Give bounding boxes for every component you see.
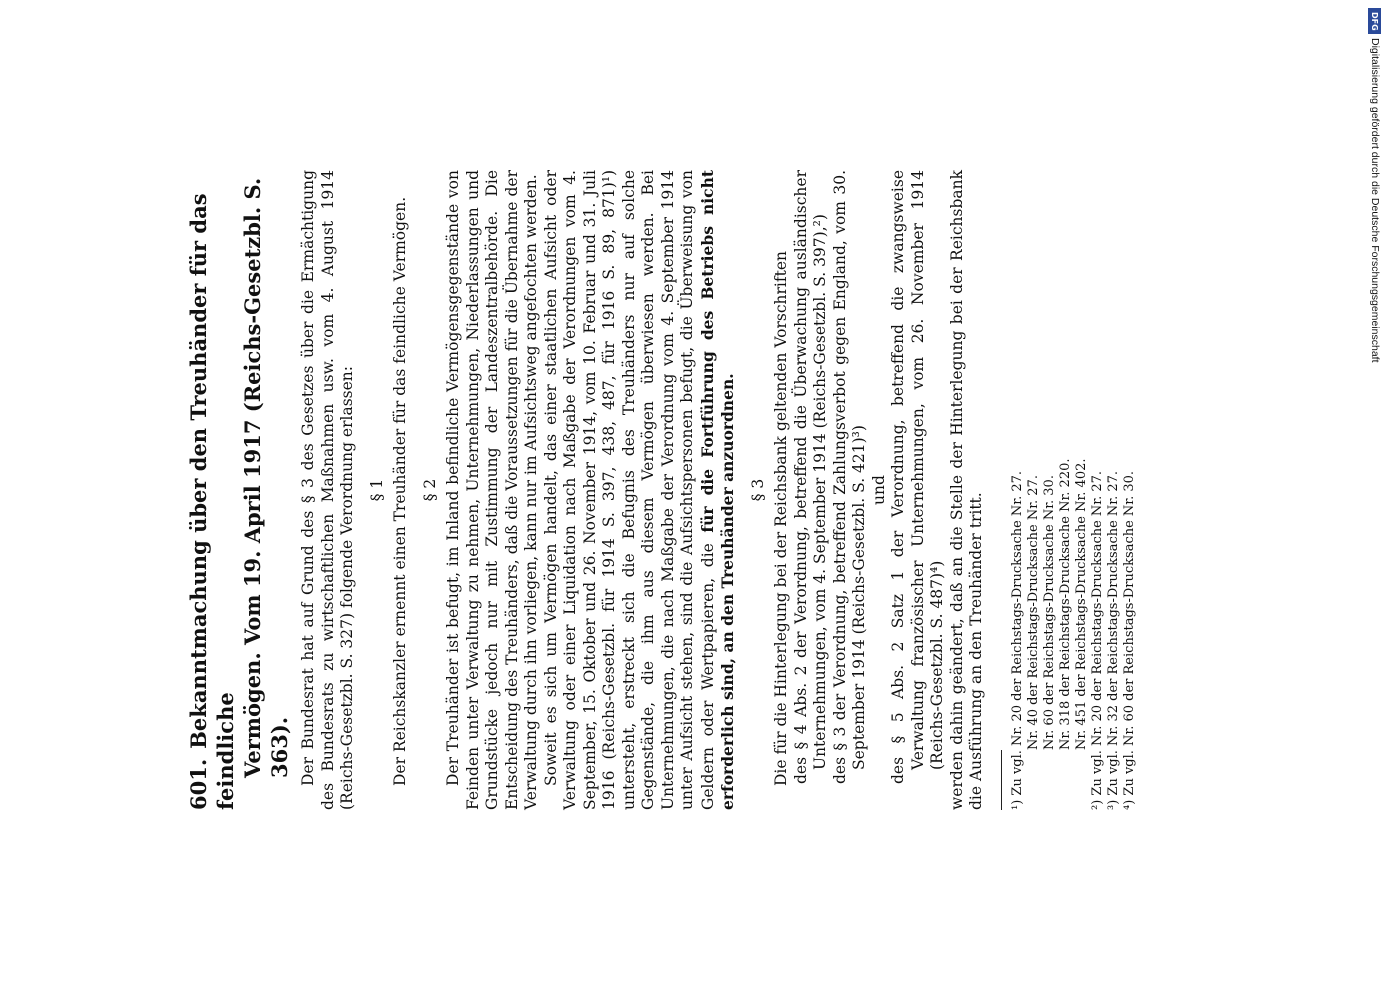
footnote-line: Nr. 32 der Reichstags-Drucksache Nr. 27. bbox=[1105, 470, 1121, 746]
footnote-3 bbox=[1106, 170, 1122, 810]
footnotes bbox=[1010, 170, 1138, 810]
footnote-line: Nr. 20 der Reichstags-Drucksache Nr. 27. bbox=[1089, 470, 1105, 746]
title-line-2: Vermögen. Vom 19. April 1917 (Reichs-Gesetzbl. S. 363). bbox=[240, 177, 292, 778]
section-3-item-1: des § 4 Abs. 2 der Verordnung, betreffend die Überwachung ausländischer Unternehmungen, vom 4. September 1914 (Reichs-Gesetzbl. S. 397),²) bbox=[791, 170, 829, 784]
intro-paragraph: Der Bundesrat hat auf Grund des § 3 des Gesetzes über die Ermächtigung des Bundesrats zu wirtschaftlichen Maßnahmen usw. vom 4. August 1914 (Reichs-Gesetzbl. S. 327) folgende Verordnung erlassen: bbox=[299, 170, 356, 810]
section-3-outro: werden dahin geändert, daß an die Stelle der Hinterlegung bei der Reichsbank die Ausführung an den Treuhänder tritt. bbox=[947, 170, 985, 810]
document-title bbox=[185, 170, 293, 810]
footnote-1 bbox=[1010, 170, 1090, 810]
footnote-line: Nr. 40 der Reichstags-Drucksache Nr. 27. bbox=[1025, 475, 1041, 750]
section-3-und: und bbox=[869, 475, 888, 505]
credit-text: Digitalisierung gefördert durch die Deutsche Forschungsgemeinschaft bbox=[1369, 38, 1381, 363]
section-1-text: Der Reichskanzler ernennt einen Treuhänder für das feindliche Vermögen. bbox=[391, 196, 409, 786]
section-2-text-2a: Soweit es sich um Vermögen handelt, das einer staatlichen Aufsicht oder Verwaltung oder einer Liquidation nach Maßgabe der Verordnungen vom 4. September, 15. Oktober und 26. November 1914, vom 10. Februar und 31. Juli 1916 (Reichs-Gesetzbl. für 1914 S. 397, 438, 487, für 1916 S. 89, 871)¹) untersteht, erstreckt sich die Befugnis des Treuhänders nur auf solche Gegenstände, die ihm aus diesem Vermögen überwiesen werden. Bei Unternehmungen, die nach Maßgabe der Verordnung vom 4. September 1914 unter Aufsicht stehen, sind die Aufsichtspersonen befugt, die Überweisung von Geldern oder Wertpapieren, die bbox=[541, 170, 717, 810]
footnote-line: Nr. 451 der Reichstags-Drucksache Nr. 402. bbox=[1073, 458, 1089, 750]
footnote-label: ³) Zu vgl. bbox=[1105, 750, 1121, 810]
section-3-heading: § 3 bbox=[748, 478, 767, 502]
footnote-line: Nr. 20 der Reichstags-Drucksache Nr. 27. bbox=[1009, 470, 1025, 746]
digitization-credit bbox=[1368, 8, 1382, 398]
footnote-label: ¹) Zu vgl. bbox=[1009, 750, 1025, 810]
section-3-item-3: des § 5 Abs. 2 Satz 1 der Verordnung, betreffend die zwangsweise Verwaltung französischer Unternehmungen, vom 26. November 1914 (Reichs-Gesetzbl. S. 487)⁴) bbox=[889, 170, 946, 784]
title-line-1: Bekanntmachung über den Treuhänder für das feindliche bbox=[186, 193, 238, 810]
section-2-text-2 bbox=[542, 170, 739, 810]
section-2-text-1: Der Treuhänder ist befugt, im Inland befindliche Vermögensgegenstände von Feinden unter Verwaltung zu nehmen, Unternehmungen, Niederlassungen und Grundstücke jedoch nur mit Zustimmung der Landeszentralbehörde. Die Entscheidung des Treuhänders, daß die Voraussetzungen für die Übernahme der Verwaltung durch ihn vorliegen, kann nur im Aufsichtsweg angefochten werden. bbox=[444, 170, 540, 810]
section-1-heading: § 1 bbox=[367, 478, 386, 502]
footnote-line: Nr. 60 der Reichstags-Drucksache Nr. 30. bbox=[1041, 475, 1057, 750]
section-3-intro: Die für die Hinterlegung bei der Reichsbank geltenden Vorschriften bbox=[772, 250, 790, 786]
section-3-item-2: des § 3 der Verordnung, betreffend Zahlungsverbot gegen England, vom 30. September 1914 (Reichs-Gesetzbl. S. 421)³) bbox=[830, 170, 868, 784]
document-sheet bbox=[185, 170, 1138, 810]
footnote-2 bbox=[1090, 170, 1106, 810]
footnote-label: ⁴) Zu vgl. bbox=[1121, 750, 1137, 810]
rotated-content bbox=[185, 169, 1185, 810]
footnote-rule bbox=[1001, 750, 1002, 810]
act-number: 601. bbox=[186, 758, 211, 810]
dfg-logo: DFG bbox=[1368, 8, 1381, 34]
document-page bbox=[185, 0, 1185, 1000]
footnote-4 bbox=[1122, 170, 1138, 810]
footnote-label: ²) Zu vgl. bbox=[1089, 750, 1105, 810]
footnote-line: Nr. 60 der Reichstags-Drucksache Nr. 30. bbox=[1121, 470, 1137, 746]
footnote-line: Nr. 318 der Reichstags-Drucksache Nr. 220. bbox=[1057, 458, 1073, 750]
section-2-heading: § 2 bbox=[420, 478, 439, 502]
section-2-text-2b: für die Fortführung des Betriebs nicht erforderlich sind, an den Treuhänder anzuordnen. bbox=[697, 169, 737, 810]
